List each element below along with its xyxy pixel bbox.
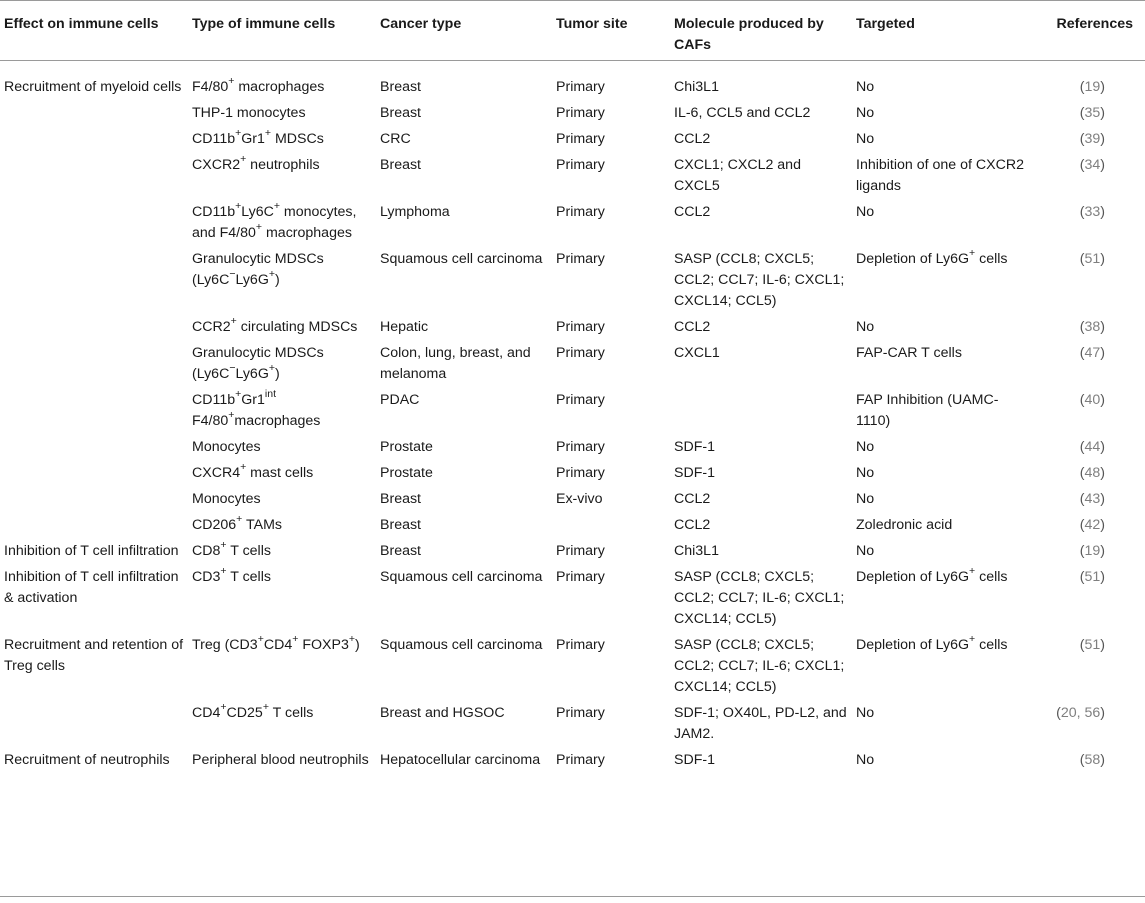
table-bottom-rule bbox=[0, 896, 1145, 897]
reference-link[interactable]: 43 bbox=[1084, 491, 1101, 507]
reference-close-paren: ) bbox=[1100, 157, 1105, 173]
cell-cancer-type: Breast and HGSOC bbox=[380, 705, 505, 721]
cell-targeted: No bbox=[856, 131, 875, 147]
cell-targeted: No bbox=[856, 465, 875, 481]
cell-tumor-site: Ex-vivo bbox=[556, 491, 603, 507]
reference-link[interactable]: 48 bbox=[1084, 465, 1101, 481]
cell-cancer-type: Breast bbox=[380, 543, 422, 559]
cell-targeted: Inhibition of one of CXCR2 ligands bbox=[856, 157, 1024, 194]
table-row bbox=[0, 103, 1145, 129]
reference-link[interactable]: 38 bbox=[1084, 319, 1101, 335]
cell-effect: Recruitment of neutrophils bbox=[4, 752, 170, 768]
reference-open-paren: ( bbox=[1079, 157, 1085, 173]
header-row bbox=[0, 0, 1145, 60]
table-row bbox=[0, 390, 1145, 437]
cell-effect bbox=[0, 515, 188, 541]
cell-reference bbox=[1035, 60, 1145, 103]
cell-effect bbox=[0, 155, 188, 202]
cell-cancer-type: PDAC bbox=[380, 392, 420, 408]
reference-close-paren: ) bbox=[1100, 752, 1105, 768]
cell-tumor-site: Primary bbox=[556, 392, 605, 408]
reference-open-paren: ( bbox=[1079, 319, 1085, 335]
cell-tumor-site: Primary bbox=[556, 319, 605, 335]
reference-open-paren: ( bbox=[1079, 131, 1085, 147]
cell-molecule: SDF-1; OX40L, PD-L2, and JAM2. bbox=[674, 705, 847, 742]
reference-open-paren: ( bbox=[1079, 637, 1085, 653]
cell-effect bbox=[0, 703, 188, 750]
cell-tumor-site: Primary bbox=[556, 131, 605, 147]
cell-effect bbox=[0, 390, 188, 437]
cell-cancer-type: Lymphoma bbox=[380, 204, 450, 220]
cell-effect: Inhibition of T cell infiltration bbox=[4, 543, 179, 559]
table-row bbox=[0, 437, 1145, 463]
table-row bbox=[0, 343, 1145, 390]
reference-close-paren: ) bbox=[1100, 465, 1105, 481]
cell-effect: Recruitment of myeloid cells bbox=[4, 79, 182, 95]
cell-immune-type: CXCR2+ neutrophils bbox=[192, 153, 320, 173]
reference-link[interactable]: 33 bbox=[1084, 204, 1101, 220]
reference-close-paren: ) bbox=[1100, 517, 1105, 533]
cell-immune-type: CCR2+ circulating MDSCs bbox=[192, 315, 358, 335]
cell-targeted: No bbox=[856, 319, 875, 335]
cell-targeted: No bbox=[856, 204, 875, 220]
header-references: References bbox=[1056, 16, 1133, 32]
cell-molecule: SDF-1 bbox=[674, 752, 715, 768]
table-row bbox=[0, 202, 1145, 249]
cell-effect bbox=[0, 202, 188, 249]
cell-cancer-type: Hepatocellular carcinoma bbox=[380, 752, 541, 768]
cell-molecule: CCL2 bbox=[674, 204, 711, 220]
reference-open-paren: ( bbox=[1079, 439, 1085, 455]
cell-targeted: No bbox=[856, 439, 875, 455]
cell-targeted: No bbox=[856, 79, 875, 95]
cell-targeted: Depletion of Ly6G+ cells bbox=[856, 565, 1008, 585]
cell-reference bbox=[1035, 103, 1145, 129]
cell-targeted: FAP Inhibition (UAMC-1110) bbox=[856, 392, 999, 429]
cell-tumor-site: Primary bbox=[556, 752, 605, 768]
cell-immune-type: CD3+ T cells bbox=[192, 565, 271, 585]
cell-immune-type: Peripheral blood neutrophils bbox=[192, 752, 369, 768]
reference-open-paren: ( bbox=[1079, 204, 1085, 220]
reference-link[interactable]: 40 bbox=[1084, 392, 1101, 408]
reference-open-paren: ( bbox=[1079, 105, 1085, 121]
table-row bbox=[0, 489, 1145, 515]
reference-close-paren: ) bbox=[1100, 79, 1105, 95]
cell-effect bbox=[0, 129, 188, 155]
cell-effect bbox=[0, 249, 188, 317]
cell-immune-type: Monocytes bbox=[192, 491, 261, 507]
cell-targeted: No bbox=[856, 491, 875, 507]
cell-molecule: SASP (CCL8; CXCL5; CCL2; CCL7; IL-6; CXCL1; CXCL14; CCL5) bbox=[674, 637, 845, 695]
cell-reference bbox=[1035, 750, 1145, 776]
cell-targeted: Depletion of Ly6G+ cells bbox=[856, 247, 1008, 267]
cell-molecule: CCL2 bbox=[674, 491, 711, 507]
cell-targeted: Depletion of Ly6G+ cells bbox=[856, 633, 1008, 653]
cell-immune-type: Treg (CD3+CD4+ FOXP3+) bbox=[192, 633, 360, 653]
cell-tumor-site: Primary bbox=[556, 251, 605, 267]
cell-tumor-site: Primary bbox=[556, 439, 605, 455]
cell-cancer-type: CRC bbox=[380, 131, 411, 147]
reference-close-paren: ) bbox=[1100, 319, 1105, 335]
cell-tumor-site: Primary bbox=[556, 705, 605, 721]
cell-cancer-type: Squamous cell carcinoma bbox=[380, 637, 543, 653]
cell-molecule: CCL2 bbox=[674, 517, 711, 533]
cell-effect: Recruitment and retention of Treg cells bbox=[4, 637, 184, 674]
cell-cancer-type: Colon, lung, breast, and melanoma bbox=[380, 345, 531, 382]
cell-molecule: CCL2 bbox=[674, 131, 711, 147]
cell-immune-type: $CD11b^+Gr1^{int}$ F4/80+macrophages bbox=[192, 388, 321, 429]
cell-immune-type: CD11b+Ly6C+ monocytes, and F4/80+ macrophages bbox=[192, 200, 357, 241]
reference-open-paren: ( bbox=[1079, 491, 1085, 507]
cell-tumor-site: Primary bbox=[556, 569, 605, 585]
header-effect: Effect on immune cells bbox=[4, 16, 159, 32]
cell-cancer-type: Squamous cell carcinoma bbox=[380, 251, 543, 267]
reference-open-paren: ( bbox=[1079, 251, 1085, 267]
cell-molecule: CXCL1; CXCL2 and CXCL5 bbox=[674, 157, 801, 194]
cell-reference bbox=[1035, 317, 1145, 343]
reference-open-paren: ( bbox=[1079, 465, 1085, 481]
reference-close-paren: ) bbox=[1100, 131, 1105, 147]
reference-link[interactable]: 35 bbox=[1084, 105, 1101, 121]
cell-molecule: SASP (CCL8; CXCL5; CCL2; CCL7; IL-6; CXCL1; CXCL14; CCL5) bbox=[674, 251, 845, 309]
reference-close-paren: ) bbox=[1100, 251, 1105, 267]
cell-targeted: No bbox=[856, 705, 875, 721]
cell-cancer-type: Breast bbox=[380, 105, 422, 121]
reference-link[interactable]: 44 bbox=[1084, 439, 1101, 455]
cell-immune-type: CD8+ T cells bbox=[192, 539, 271, 559]
reference-open-paren: ( bbox=[1079, 543, 1085, 559]
reference-link[interactable]: 47 bbox=[1084, 345, 1101, 361]
reference-open-paren: ( bbox=[1079, 392, 1085, 408]
cell-molecule: SASP (CCL8; CXCL5; CCL2; CCL7; IL-6; CXCL1; CXCL14; CCL5) bbox=[674, 569, 845, 627]
table-row bbox=[0, 750, 1145, 776]
cell-reference bbox=[1035, 567, 1145, 635]
cell-immune-type: F4/80+ macrophages bbox=[192, 75, 325, 95]
cell-immune-type: Granulocytic MDSCs (Ly6C−Ly6G+) bbox=[192, 251, 324, 288]
cell-effect bbox=[0, 463, 188, 489]
cell-cancer-type: Squamous cell carcinoma bbox=[380, 569, 543, 585]
cell-effect bbox=[0, 103, 188, 129]
cell-tumor-site bbox=[552, 515, 670, 541]
reference-close-paren: ) bbox=[1100, 345, 1105, 361]
cell-reference bbox=[1035, 155, 1145, 202]
cell-cancer-type: Breast bbox=[380, 79, 422, 95]
cell-targeted: Zoledronic acid bbox=[856, 517, 953, 533]
reference-link[interactable]: 51 bbox=[1084, 569, 1101, 585]
cell-tumor-site: Primary bbox=[556, 157, 605, 173]
reference-close-paren: ) bbox=[1100, 392, 1105, 408]
cell-molecule: Chi3L1 bbox=[674, 79, 719, 95]
reference-close-paren: ) bbox=[1100, 569, 1105, 585]
table-row bbox=[0, 317, 1145, 343]
reference-close-paren: ) bbox=[1100, 105, 1105, 121]
cell-reference bbox=[1035, 343, 1145, 390]
header-cancer: Cancer type bbox=[380, 16, 462, 32]
cell-tumor-site: Primary bbox=[556, 543, 605, 559]
cell-cancer-type: Breast bbox=[380, 491, 422, 507]
reference-link[interactable]: 51 bbox=[1084, 637, 1101, 653]
header-targeted: Targeted bbox=[856, 16, 915, 32]
reference-link[interactable]: 39 bbox=[1084, 131, 1101, 147]
cell-immune-type: CD4+CD25+ T cells bbox=[192, 701, 314, 721]
reference-close-paren: ) bbox=[1100, 543, 1105, 559]
reference-link[interactable]: 51 bbox=[1084, 251, 1101, 267]
cell-targeted: No bbox=[856, 543, 875, 559]
reference-close-paren: ) bbox=[1100, 204, 1105, 220]
reference-open-paren: ( bbox=[1079, 517, 1085, 533]
cell-tumor-site: Primary bbox=[556, 465, 605, 481]
cell-tumor-site: Primary bbox=[556, 637, 605, 653]
cell-targeted: FAP-CAR T cells bbox=[856, 345, 962, 361]
reference-open-paren: ( bbox=[1056, 705, 1061, 721]
cell-reference bbox=[1035, 390, 1145, 437]
cell-effect bbox=[0, 437, 188, 463]
cell-tumor-site: Primary bbox=[556, 105, 605, 121]
table-header bbox=[0, 0, 1145, 60]
header-molecule: Molecule produced by CAFs bbox=[674, 16, 824, 53]
cell-cancer-type: Hepatic bbox=[380, 319, 429, 335]
cell-immune-type: CD206+ TAMs bbox=[192, 513, 282, 533]
cell-cancer-type: Breast bbox=[380, 517, 422, 533]
reference-close-paren: ) bbox=[1100, 637, 1105, 653]
cell-cancer-type: Breast bbox=[380, 157, 422, 173]
cell-molecule: Chi3L1 bbox=[674, 543, 719, 559]
reference-close-paren: ) bbox=[1100, 705, 1105, 721]
cell-targeted: No bbox=[856, 752, 875, 768]
cell-tumor-site: Primary bbox=[556, 204, 605, 220]
reference-close-paren: ) bbox=[1100, 439, 1105, 455]
cell-reference bbox=[1035, 463, 1145, 489]
table-row bbox=[0, 60, 1145, 103]
cell-reference bbox=[1035, 703, 1145, 750]
table-row bbox=[0, 515, 1145, 541]
cell-molecule: CXCL1 bbox=[674, 345, 720, 361]
table-row bbox=[0, 463, 1145, 489]
cell-molecule: CCL2 bbox=[674, 319, 711, 335]
table-row bbox=[0, 249, 1145, 317]
reference-link[interactable]: 19 bbox=[1084, 79, 1101, 95]
header-type: Type of immune cells bbox=[192, 16, 336, 32]
cell-effect bbox=[0, 343, 188, 390]
cell-immune-type: CXCR4+ mast cells bbox=[192, 461, 314, 481]
cell-reference bbox=[1035, 635, 1145, 703]
cell-effect bbox=[0, 317, 188, 343]
cell-effect: Inhibition of T cell infiltration & activation bbox=[4, 569, 179, 606]
cell-immune-type: Granulocytic MDSCs (Ly6C−Ly6G+) bbox=[192, 345, 324, 382]
cell-effect bbox=[0, 489, 188, 515]
table-row bbox=[0, 635, 1145, 703]
cell-reference bbox=[1035, 129, 1145, 155]
table-row bbox=[0, 129, 1145, 155]
cell-tumor-site: Primary bbox=[556, 79, 605, 95]
table-row bbox=[0, 155, 1145, 202]
reference-link[interactable]: 58 bbox=[1084, 752, 1101, 768]
reference-link[interactable]: 20, 56 bbox=[1060, 705, 1101, 721]
cell-molecule: SDF-1 bbox=[674, 439, 715, 455]
cell-immune-type: Monocytes bbox=[192, 439, 261, 455]
cell-molecule: IL-6, CCL5 and CCL2 bbox=[674, 105, 811, 121]
cell-reference bbox=[1035, 437, 1145, 463]
cell-targeted: No bbox=[856, 105, 875, 121]
cell-tumor-site: Primary bbox=[556, 345, 605, 361]
reference-link[interactable]: 42 bbox=[1084, 517, 1101, 533]
cell-reference bbox=[1035, 249, 1145, 317]
reference-open-paren: ( bbox=[1079, 569, 1085, 585]
cell-immune-type: CD11b+Gr1+ MDSCs bbox=[192, 127, 324, 147]
reference-open-paren: ( bbox=[1079, 345, 1085, 361]
table-row bbox=[0, 567, 1145, 635]
reference-link[interactable]: 19 bbox=[1084, 543, 1101, 559]
cell-reference bbox=[1035, 541, 1145, 567]
cell-molecule bbox=[670, 390, 852, 437]
cell-cancer-type: Prostate bbox=[380, 465, 433, 481]
header-site: Tumor site bbox=[556, 16, 628, 32]
reference-open-paren: ( bbox=[1079, 79, 1085, 95]
reference-close-paren: ) bbox=[1100, 491, 1105, 507]
table-row bbox=[0, 541, 1145, 567]
table-row bbox=[0, 703, 1145, 750]
cell-reference bbox=[1035, 202, 1145, 249]
cell-cancer-type: Prostate bbox=[380, 439, 433, 455]
cell-reference bbox=[1035, 515, 1145, 541]
reference-link[interactable]: 34 bbox=[1084, 157, 1101, 173]
cell-reference bbox=[1035, 489, 1145, 515]
cell-molecule: SDF-1 bbox=[674, 465, 715, 481]
table-body bbox=[0, 60, 1145, 776]
reference-open-paren: ( bbox=[1079, 752, 1085, 768]
cell-immune-type: THP-1 monocytes bbox=[192, 105, 306, 121]
